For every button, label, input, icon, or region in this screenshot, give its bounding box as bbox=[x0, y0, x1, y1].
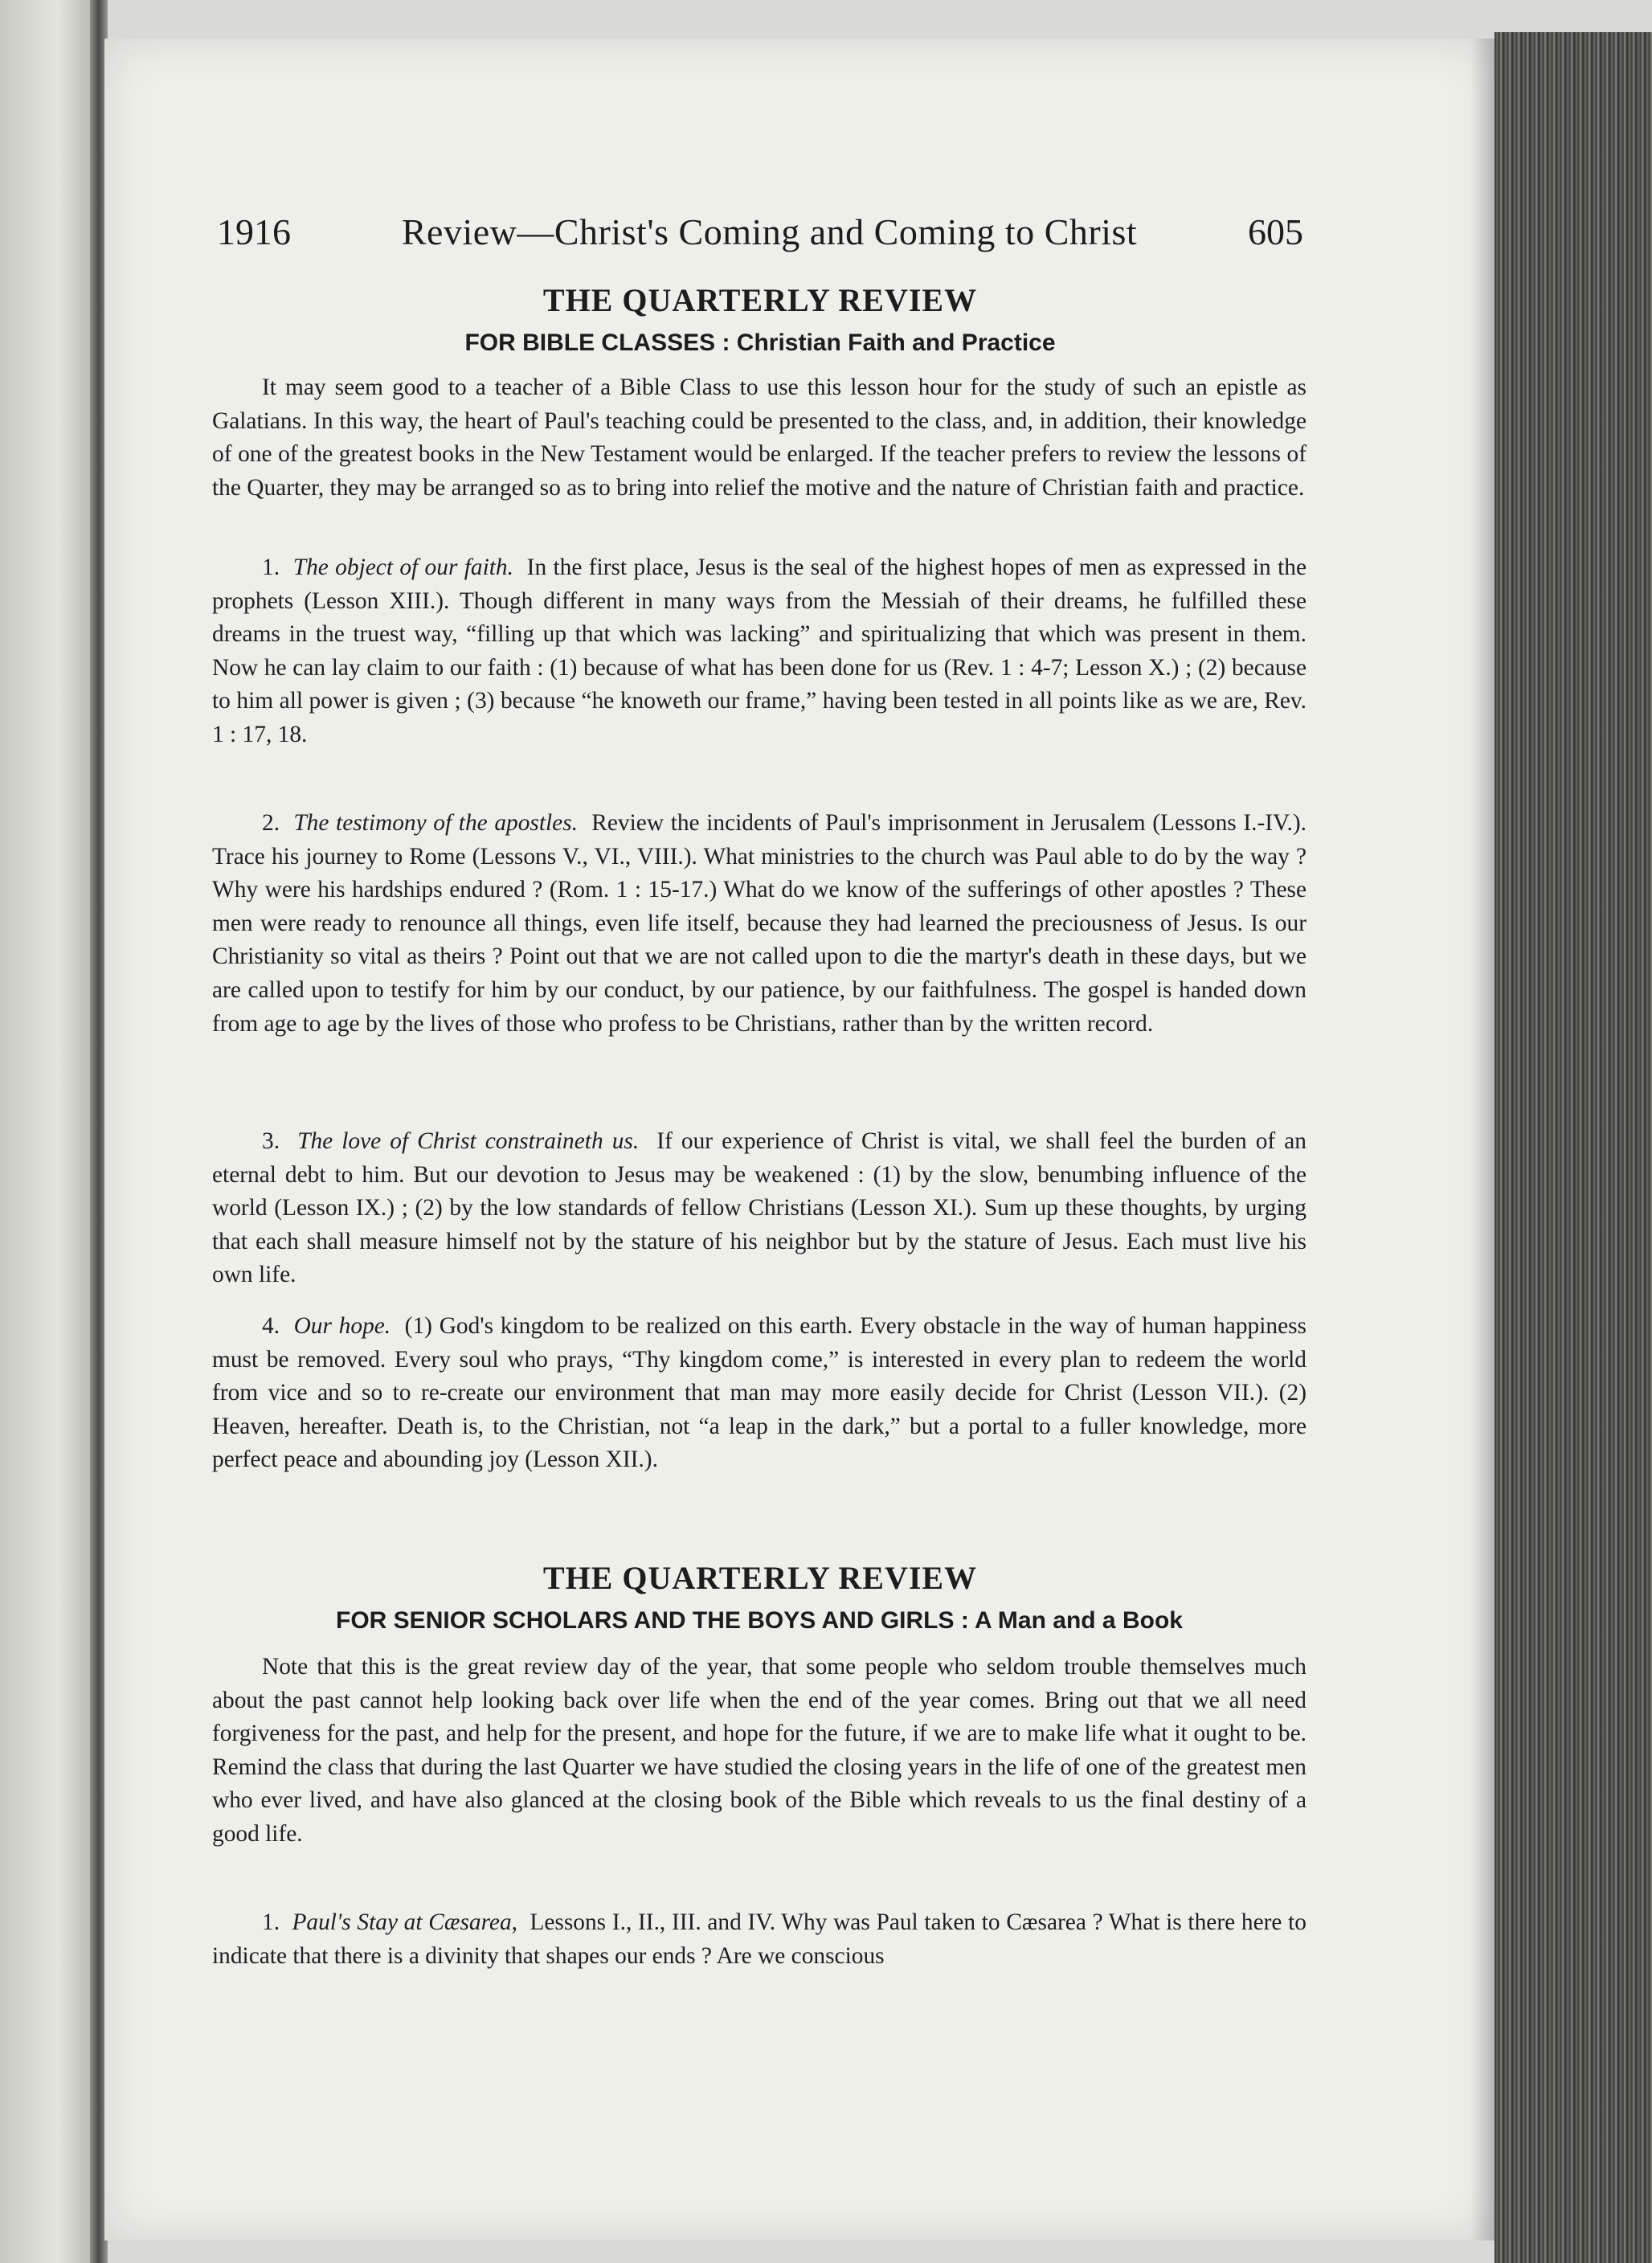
point-number: 1. bbox=[262, 1909, 280, 1935]
point-text: In the first place, Jesus is the seal of the highest hopes of men as expressed in the prophets (Lesson XIII.). Though different in many ways from the Messiah of their dreams, he fulfilled these dreams in the truest way, “filling up that which was lacking” and spiritualizing that which was present in them. Now he can lay claim to our faith : (1) because of what has been done for us (Rev. 1 : 4-7; Lesson X.) ; (2) because to him all power is given ; (3) because “he knoweth our frame,” having been tested in all points like as we are, Rev. 1 : 17, 18. bbox=[212, 554, 1306, 747]
year: 1916 bbox=[217, 211, 291, 252]
point-text: If our experience of Christ is vital, we shall feel the burden of an eternal debt to him. But our devotion to Jesus may be weakened : (1) by the slow, benumbing influence of the world (Lesson IX.) ; (2) by the low standards of fellow Christians (Lesson XI.). Sum up these thoughts, by urging that each shall measure himself not by the stature of his neighbor but by the stature of Jesus. Each must live his own life. bbox=[212, 1128, 1306, 1288]
point-number: 4. bbox=[262, 1313, 280, 1339]
section2-subtitle: FOR SENIOR SCHOLARS AND THE BOYS AND GIRLS : A Man and a Book bbox=[336, 1607, 1183, 1634]
section2-title: THE QUARTERLY REVIEW bbox=[542, 1560, 978, 1596]
point-heading: The object of our faith. bbox=[292, 554, 513, 580]
section1-point-4 bbox=[212, 1310, 1306, 1477]
point-heading: Paul's Stay at Cæsarea, bbox=[292, 1909, 518, 1935]
section2-point-1 bbox=[212, 1906, 1306, 1973]
point-text: Lessons I., II., III. and IV. Why was Paul taken to Cæsarea ? What is there here to indicate that there is a divinity that shapes our ends ? Are we conscious bbox=[212, 1909, 1307, 1969]
section1-title: THE QUARTERLY REVIEW bbox=[542, 282, 978, 318]
page-edges bbox=[1495, 32, 1652, 2263]
section1-point-1 bbox=[212, 551, 1306, 752]
facing-page-edge bbox=[0, 0, 96, 2263]
section2-intro: Note that this is the great review day of the year, that some people who seldom trouble themselves much about the past cannot help looking back over life when the end of the year comes. Bring out that we all need forgiveness for the past, and help for the present, and hope for the future, if we are to make life what it ought to be. Remind the class that during the last Quarter we have studied the closing years in the life of one of the greatest men who ever lived, and have also glanced at the closing book of the Bible which reveals to us the final destiny of a good life. bbox=[212, 1654, 1306, 1847]
section1-point-2 bbox=[212, 807, 1306, 1041]
point-text: (1) God's kingdom to be realized on this earth. Every obstacle in the way of human happiness must be removed. Every soul who prays, “Thy kingdom come,” is interested in every plan to redeem the world from vice and so to re-create our environment that man may more easily decide for Christ (Lesson VII.). (2) Heaven, hereafter. Death is, to the Christian, not “a leap in the dark,” but a portal to a fuller knowledge, more perfect peace and abounding joy (Lesson XII.). bbox=[212, 1313, 1306, 1473]
section1-intro: It may seem good to a teacher of a Bible Class to use this lesson hour for the study of such an epistle as Galatians. In this way, the heart of Paul's teaching could be presented to the class, and, in addition, their knowledge of one of the greatest books in the New Testament would be enlarged. If the teacher prefers to review the lessons of the Quarter, they may be arranged so as to bring into relief the motive and the nature of Christian faith and practice. bbox=[212, 374, 1306, 501]
point-number: 2. bbox=[262, 810, 280, 836]
point-heading: The love of Christ constraineth us. bbox=[297, 1128, 640, 1154]
page-number: 605 bbox=[1248, 211, 1303, 252]
running-head bbox=[217, 211, 1303, 253]
running-title: Review—Christ's Coming and Coming to Christ bbox=[401, 211, 1138, 252]
section1-point-3 bbox=[212, 1125, 1306, 1292]
point-heading: Our hope. bbox=[293, 1313, 391, 1339]
point-heading: The testimony of the apostles. bbox=[293, 810, 579, 836]
point-number: 3. bbox=[262, 1128, 280, 1154]
point-number: 1. bbox=[262, 554, 280, 580]
section1-subtitle: FOR BIBLE CLASSES : Christian Faith and Practice bbox=[464, 329, 1056, 356]
point-text: Review the incidents of Paul's imprisonment in Jerusalem (Lessons I.-IV.). Trace his journey to Rome (Lessons V., VI., VIII.). What ministries to the church was Paul able to do by the way ? Why were his hardships endured ? (Rom. 1 : 15-17.) What do we know of the sufferings of other apostles ? These men were ready to renounce all things, even life itself, because they had learned the preciousness of Jesus. Is our Christianity so vital as theirs ? Point out that we are not called upon to die the martyr's death in these days, but we are called upon to testify for him by our conduct, by our patience, by our faithfulness. The gospel is handed down from age to age by the lives of those who profess to be Christians, rather than by the written record. bbox=[212, 810, 1306, 1037]
